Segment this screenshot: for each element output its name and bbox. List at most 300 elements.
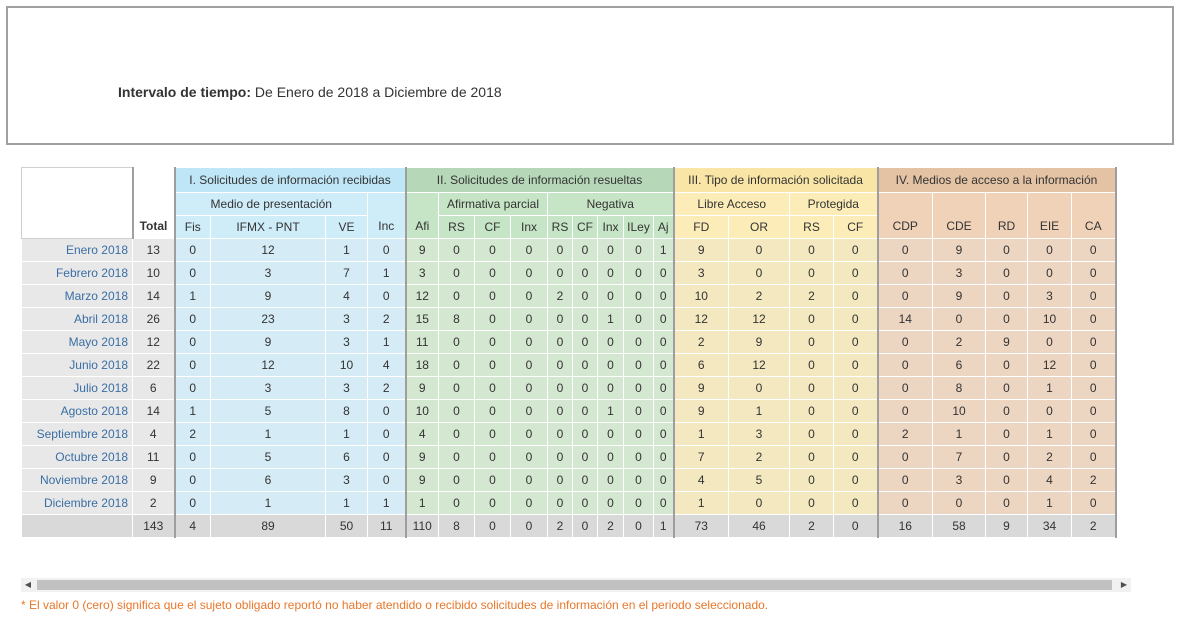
time-interval-label: Intervalo de tiempo: — [118, 84, 252, 100]
value-cell: 0 — [511, 239, 548, 262]
value-cell: 0 — [1072, 423, 1116, 446]
value-cell: 2 — [1072, 469, 1116, 492]
table-row — [22, 446, 1116, 469]
value-cell: 0 — [790, 262, 834, 285]
value-cell: 0 — [573, 239, 598, 262]
table-row — [22, 423, 1116, 446]
value-cell: 0 — [1072, 446, 1116, 469]
value-cell: 0 — [175, 239, 211, 262]
month-cell[interactable]: Junio 2018 — [22, 354, 133, 377]
value-cell: 0 — [624, 331, 654, 354]
value-cell: 1 — [1028, 377, 1072, 400]
value-cell: 0 — [439, 377, 475, 400]
value-cell: 0 — [598, 446, 624, 469]
value-cell: 0 — [624, 492, 654, 515]
month-cell[interactable]: Diciembre 2018 — [22, 492, 133, 515]
total-cell: 143 — [133, 515, 175, 538]
total-cell: 10 — [133, 262, 175, 285]
value-cell: 0 — [624, 239, 654, 262]
value-cell: 1 — [326, 492, 368, 515]
value-cell: 12 — [211, 239, 326, 262]
value-cell: 0 — [624, 515, 654, 538]
value-cell: 1 — [175, 285, 211, 308]
value-cell: 2 — [368, 377, 406, 400]
value-cell: 5 — [729, 469, 790, 492]
value-cell: 0 — [548, 331, 573, 354]
value-cell: 0 — [475, 308, 511, 331]
subgroup-header-negativa: Negativa — [548, 193, 674, 216]
value-cell: 0 — [834, 469, 878, 492]
value-cell: 0 — [511, 492, 548, 515]
col-header-fis: Fis — [175, 216, 211, 239]
totals-row — [22, 515, 1116, 538]
value-cell: 0 — [878, 377, 933, 400]
value-cell: 0 — [598, 354, 624, 377]
value-cell: 0 — [548, 400, 573, 423]
value-cell: 0 — [175, 469, 211, 492]
scroll-right-arrow-icon[interactable]: ▶ — [1120, 580, 1128, 589]
value-cell: 0 — [548, 239, 573, 262]
value-cell: 0 — [1028, 239, 1072, 262]
col-header-inx-negativa: Inx — [598, 216, 624, 239]
value-cell: 2 — [548, 285, 573, 308]
value-cell: 0 — [624, 308, 654, 331]
value-cell: 46 — [729, 515, 790, 538]
value-cell: 4 — [368, 354, 406, 377]
value-cell: 12 — [406, 285, 439, 308]
value-cell: 0 — [475, 492, 511, 515]
value-cell: 9 — [211, 285, 326, 308]
col-header-ve: VE — [326, 216, 368, 239]
value-cell: 0 — [624, 285, 654, 308]
value-cell: 0 — [654, 400, 674, 423]
month-cell[interactable]: Enero 2018 — [22, 239, 133, 262]
col-header-aj: Aj — [654, 216, 674, 239]
value-cell: 1 — [368, 492, 406, 515]
value-cell: 0 — [933, 308, 986, 331]
table-row — [22, 285, 1116, 308]
value-cell: 0 — [834, 400, 878, 423]
value-cell: 0 — [654, 446, 674, 469]
value-cell: 0 — [790, 377, 834, 400]
value-cell: 0 — [834, 377, 878, 400]
value-cell: 2 — [790, 285, 834, 308]
value-cell: 0 — [439, 400, 475, 423]
value-cell: 0 — [624, 354, 654, 377]
value-cell: 0 — [439, 262, 475, 285]
value-cell: 4 — [326, 285, 368, 308]
value-cell: 73 — [674, 515, 729, 538]
value-cell: 1 — [326, 423, 368, 446]
value-cell: 8 — [439, 308, 475, 331]
value-cell: 0 — [790, 492, 834, 515]
value-cell: 0 — [439, 469, 475, 492]
value-cell: 2 — [175, 423, 211, 446]
value-cell: 0 — [368, 469, 406, 492]
value-cell: 6 — [211, 469, 326, 492]
value-cell: 10 — [1028, 308, 1072, 331]
value-cell: 0 — [439, 285, 475, 308]
value-cell: 0 — [598, 285, 624, 308]
value-cell: 2 — [878, 423, 933, 446]
total-cell: 11 — [133, 446, 175, 469]
col-header-rs-protegida: RS — [790, 216, 834, 239]
value-cell: 0 — [548, 469, 573, 492]
value-cell: 0 — [573, 400, 598, 423]
value-cell: 9 — [933, 239, 986, 262]
total-cell: 2 — [133, 492, 175, 515]
value-cell: 23 — [211, 308, 326, 331]
total-cell: 6 — [133, 377, 175, 400]
value-cell: 3 — [326, 377, 368, 400]
value-cell: 3 — [933, 262, 986, 285]
value-cell: 3 — [211, 377, 326, 400]
total-cell: 14 — [133, 400, 175, 423]
value-cell: 0 — [624, 262, 654, 285]
value-cell: 0 — [790, 308, 834, 331]
scrollbar-thumb[interactable] — [37, 580, 1112, 590]
value-cell: 0 — [475, 400, 511, 423]
month-cell[interactable]: Marzo 2018 — [22, 285, 133, 308]
col-header-ifmx-pnt: IFMX - PNT — [211, 216, 326, 239]
value-cell: 0 — [834, 239, 878, 262]
value-cell: 0 — [1072, 492, 1116, 515]
value-cell: 0 — [986, 308, 1028, 331]
month-cell[interactable]: Noviembre 2018 — [22, 469, 133, 492]
value-cell: 1 — [1028, 423, 1072, 446]
group-header-resolved: II. Solicitudes de información resueltas — [406, 168, 674, 193]
value-cell: 0 — [834, 354, 878, 377]
value-cell: 0 — [439, 446, 475, 469]
value-cell: 0 — [475, 377, 511, 400]
table-row — [22, 331, 1116, 354]
value-cell: 0 — [573, 423, 598, 446]
value-cell: 0 — [598, 377, 624, 400]
value-cell: 18 — [406, 354, 439, 377]
value-cell: 50 — [326, 515, 368, 538]
value-cell: 0 — [1072, 400, 1116, 423]
value-cell: 7 — [674, 446, 729, 469]
value-cell: 0 — [834, 308, 878, 331]
value-cell: 0 — [933, 492, 986, 515]
value-cell: 0 — [624, 423, 654, 446]
value-cell: 10 — [933, 400, 986, 423]
value-cell: 0 — [439, 492, 475, 515]
group-header-received: I. Solicitudes de información recibidas — [175, 168, 406, 193]
total-cell: 9 — [133, 469, 175, 492]
value-cell: 4 — [175, 515, 211, 538]
value-cell: 0 — [654, 492, 674, 515]
value-cell: 0 — [624, 377, 654, 400]
value-cell: 0 — [624, 469, 654, 492]
value-cell: 0 — [573, 285, 598, 308]
col-header-afi: Afi — [406, 193, 439, 239]
value-cell: 0 — [439, 331, 475, 354]
value-cell: 8 — [326, 400, 368, 423]
col-header-iley: ILey — [624, 216, 654, 239]
value-cell: 0 — [654, 377, 674, 400]
value-cell: 0 — [834, 492, 878, 515]
value-cell: 0 — [511, 262, 548, 285]
value-cell: 2 — [729, 285, 790, 308]
month-cell[interactable]: Agosto 2018 — [22, 400, 133, 423]
value-cell: 9 — [933, 285, 986, 308]
value-cell: 0 — [368, 400, 406, 423]
value-cell: 0 — [511, 308, 548, 331]
value-cell: 0 — [475, 331, 511, 354]
value-cell: 1 — [654, 239, 674, 262]
footnote: * El valor 0 (cero) significa que el sujeto obligado reportó no haber atendido o recibido solicitudes de información en el periodo seleccionado. — [21, 598, 769, 612]
scroll-left-arrow-icon[interactable]: ◀ — [24, 580, 32, 589]
value-cell: 0 — [175, 331, 211, 354]
value-cell: 0 — [790, 446, 834, 469]
value-cell: 110 — [406, 515, 439, 538]
value-cell: 0 — [511, 515, 548, 538]
value-cell: 1 — [211, 492, 326, 515]
value-cell: 0 — [790, 469, 834, 492]
value-cell: 9 — [406, 377, 439, 400]
col-header-cde: CDE — [933, 193, 986, 239]
total-header: Total — [133, 168, 175, 239]
value-cell: 0 — [834, 515, 878, 538]
value-cell: 89 — [211, 515, 326, 538]
subgroup-header-medio: Medio de presentación — [175, 193, 368, 216]
value-cell: 0 — [729, 492, 790, 515]
value-cell: 0 — [986, 492, 1028, 515]
value-cell: 0 — [1072, 354, 1116, 377]
table-row — [22, 239, 1116, 262]
value-cell: 0 — [511, 377, 548, 400]
value-cell: 1 — [368, 262, 406, 285]
value-cell: 1 — [175, 400, 211, 423]
value-cell: 9 — [674, 377, 729, 400]
value-cell: 0 — [511, 331, 548, 354]
value-cell: 1 — [729, 400, 790, 423]
value-cell: 0 — [1072, 377, 1116, 400]
value-cell: 0 — [986, 469, 1028, 492]
value-cell: 3 — [406, 262, 439, 285]
value-cell: 0 — [986, 377, 1028, 400]
value-cell: 9 — [674, 239, 729, 262]
value-cell: 0 — [511, 400, 548, 423]
col-header-inx-afirmativa: Inx — [511, 216, 548, 239]
total-cell: 14 — [133, 285, 175, 308]
value-cell: 0 — [790, 331, 834, 354]
value-cell: 0 — [475, 239, 511, 262]
total-cell: 22 — [133, 354, 175, 377]
value-cell: 4 — [406, 423, 439, 446]
value-cell: 1 — [933, 423, 986, 446]
value-cell: 1 — [674, 492, 729, 515]
total-cell: 26 — [133, 308, 175, 331]
statistics-table — [21, 167, 1117, 538]
value-cell: 0 — [834, 331, 878, 354]
filter-summary-box — [6, 6, 1174, 145]
value-cell: 0 — [598, 239, 624, 262]
subgroup-header-afirmativa: Afirmativa parcial — [439, 193, 548, 216]
value-cell: 0 — [790, 400, 834, 423]
value-cell: 0 — [175, 262, 211, 285]
value-cell: 1 — [674, 423, 729, 446]
value-cell: 0 — [548, 492, 573, 515]
value-cell: 1 — [598, 400, 624, 423]
value-cell: 34 — [1028, 515, 1072, 538]
value-cell: 0 — [790, 423, 834, 446]
value-cell: 0 — [475, 469, 511, 492]
total-cell: 13 — [133, 239, 175, 262]
col-header-cf-negativa: CF — [573, 216, 598, 239]
value-cell: 12 — [674, 308, 729, 331]
value-cell: 0 — [475, 515, 511, 538]
value-cell: 0 — [878, 492, 933, 515]
value-cell: 10 — [674, 285, 729, 308]
value-cell: 0 — [878, 446, 933, 469]
month-cell[interactable]: Mayo 2018 — [22, 331, 133, 354]
col-header-fd: FD — [674, 216, 729, 239]
value-cell: 12 — [211, 354, 326, 377]
month-cell[interactable]: Abril 2018 — [22, 308, 133, 331]
value-cell: 0 — [654, 354, 674, 377]
time-interval-value: De Enero de 2018 a Diciembre de 2018 — [254, 84, 502, 100]
value-cell: 7 — [326, 262, 368, 285]
value-cell: 0 — [573, 446, 598, 469]
value-cell: 2 — [790, 515, 834, 538]
value-cell: 0 — [878, 354, 933, 377]
value-cell: 0 — [1072, 262, 1116, 285]
value-cell: 0 — [986, 446, 1028, 469]
value-cell: 0 — [654, 308, 674, 331]
value-cell: 0 — [548, 377, 573, 400]
value-cell: 0 — [175, 492, 211, 515]
value-cell: 0 — [598, 262, 624, 285]
value-cell: 6 — [674, 354, 729, 377]
value-cell: 16 — [878, 515, 933, 538]
value-cell: 0 — [175, 354, 211, 377]
value-cell: 5 — [211, 446, 326, 469]
value-cell: 0 — [986, 354, 1028, 377]
value-cell: 0 — [439, 423, 475, 446]
value-cell: 9 — [674, 400, 729, 423]
value-cell: 0 — [878, 262, 933, 285]
value-cell: 1 — [211, 423, 326, 446]
value-cell: 1 — [326, 239, 368, 262]
value-cell: 0 — [1072, 239, 1116, 262]
value-cell: 11 — [368, 515, 406, 538]
value-cell: 0 — [654, 285, 674, 308]
value-cell: 12 — [729, 308, 790, 331]
value-cell: 0 — [624, 400, 654, 423]
value-cell: 15 — [406, 308, 439, 331]
value-cell: 9 — [729, 331, 790, 354]
value-cell: 3 — [326, 308, 368, 331]
value-cell: 8 — [439, 515, 475, 538]
table-row — [22, 469, 1116, 492]
value-cell: 3 — [326, 331, 368, 354]
value-cell: 0 — [368, 285, 406, 308]
value-cell: 0 — [790, 239, 834, 262]
month-cell[interactable]: Julio 2018 — [22, 377, 133, 400]
horizontal-scrollbar[interactable] — [21, 578, 1131, 592]
value-cell: 0 — [1028, 400, 1072, 423]
table-row — [22, 400, 1116, 423]
value-cell: 0 — [986, 423, 1028, 446]
value-cell: 0 — [624, 446, 654, 469]
value-cell: 0 — [598, 469, 624, 492]
month-cell[interactable]: Octubre 2018 — [22, 446, 133, 469]
value-cell: 2 — [933, 331, 986, 354]
value-cell: 0 — [511, 285, 548, 308]
value-cell: 0 — [511, 354, 548, 377]
value-cell: 0 — [439, 239, 475, 262]
value-cell: 0 — [548, 354, 573, 377]
value-cell: 0 — [368, 423, 406, 446]
value-cell: 0 — [548, 308, 573, 331]
value-cell: 0 — [654, 262, 674, 285]
value-cell: 0 — [598, 492, 624, 515]
value-cell: 0 — [368, 446, 406, 469]
subgroup-header-protegida: Protegida — [790, 193, 878, 216]
value-cell: 0 — [573, 331, 598, 354]
value-cell: 4 — [1028, 469, 1072, 492]
value-cell: 0 — [175, 308, 211, 331]
value-cell: 0 — [368, 239, 406, 262]
value-cell: 0 — [511, 446, 548, 469]
value-cell: 5 — [211, 400, 326, 423]
table-row — [22, 377, 1116, 400]
value-cell: 0 — [834, 423, 878, 446]
col-header-eie: EIE — [1028, 193, 1072, 239]
value-cell: 0 — [511, 423, 548, 446]
value-cell: 0 — [1028, 331, 1072, 354]
value-cell: 0 — [834, 262, 878, 285]
col-header-or: OR — [729, 216, 790, 239]
value-cell: 0 — [729, 262, 790, 285]
value-cell: 2 — [674, 331, 729, 354]
value-cell: 0 — [1072, 285, 1116, 308]
value-cell: 1 — [368, 331, 406, 354]
table-row — [22, 262, 1116, 285]
value-cell: 0 — [878, 469, 933, 492]
col-header-cf-protegida: CF — [834, 216, 878, 239]
month-cell[interactable]: Febrero 2018 — [22, 262, 133, 285]
value-cell: 0 — [548, 446, 573, 469]
table-row — [22, 492, 1116, 515]
total-cell: 12 — [133, 331, 175, 354]
value-cell: 0 — [573, 515, 598, 538]
value-cell: 58 — [933, 515, 986, 538]
col-header-cdp: CDP — [878, 193, 933, 239]
value-cell: 0 — [790, 354, 834, 377]
value-cell: 0 — [654, 469, 674, 492]
value-cell: 0 — [1028, 262, 1072, 285]
value-cell: 0 — [654, 331, 674, 354]
col-header-rs-negativa: RS — [548, 216, 573, 239]
value-cell: 3 — [674, 262, 729, 285]
value-cell: 1 — [598, 308, 624, 331]
month-cell[interactable]: Septiembre 2018 — [22, 423, 133, 446]
value-cell: 0 — [834, 285, 878, 308]
col-header-rd: RD — [986, 193, 1028, 239]
subgroup-header-libre: Libre Acceso — [674, 193, 790, 216]
col-header-rs-afirmativa: RS — [439, 216, 475, 239]
value-cell: 9 — [211, 331, 326, 354]
value-cell: 3 — [211, 262, 326, 285]
value-cell: 2 — [598, 515, 624, 538]
value-cell: 12 — [1028, 354, 1072, 377]
value-cell: 0 — [986, 400, 1028, 423]
value-cell: 7 — [933, 446, 986, 469]
value-cell: 1 — [654, 515, 674, 538]
